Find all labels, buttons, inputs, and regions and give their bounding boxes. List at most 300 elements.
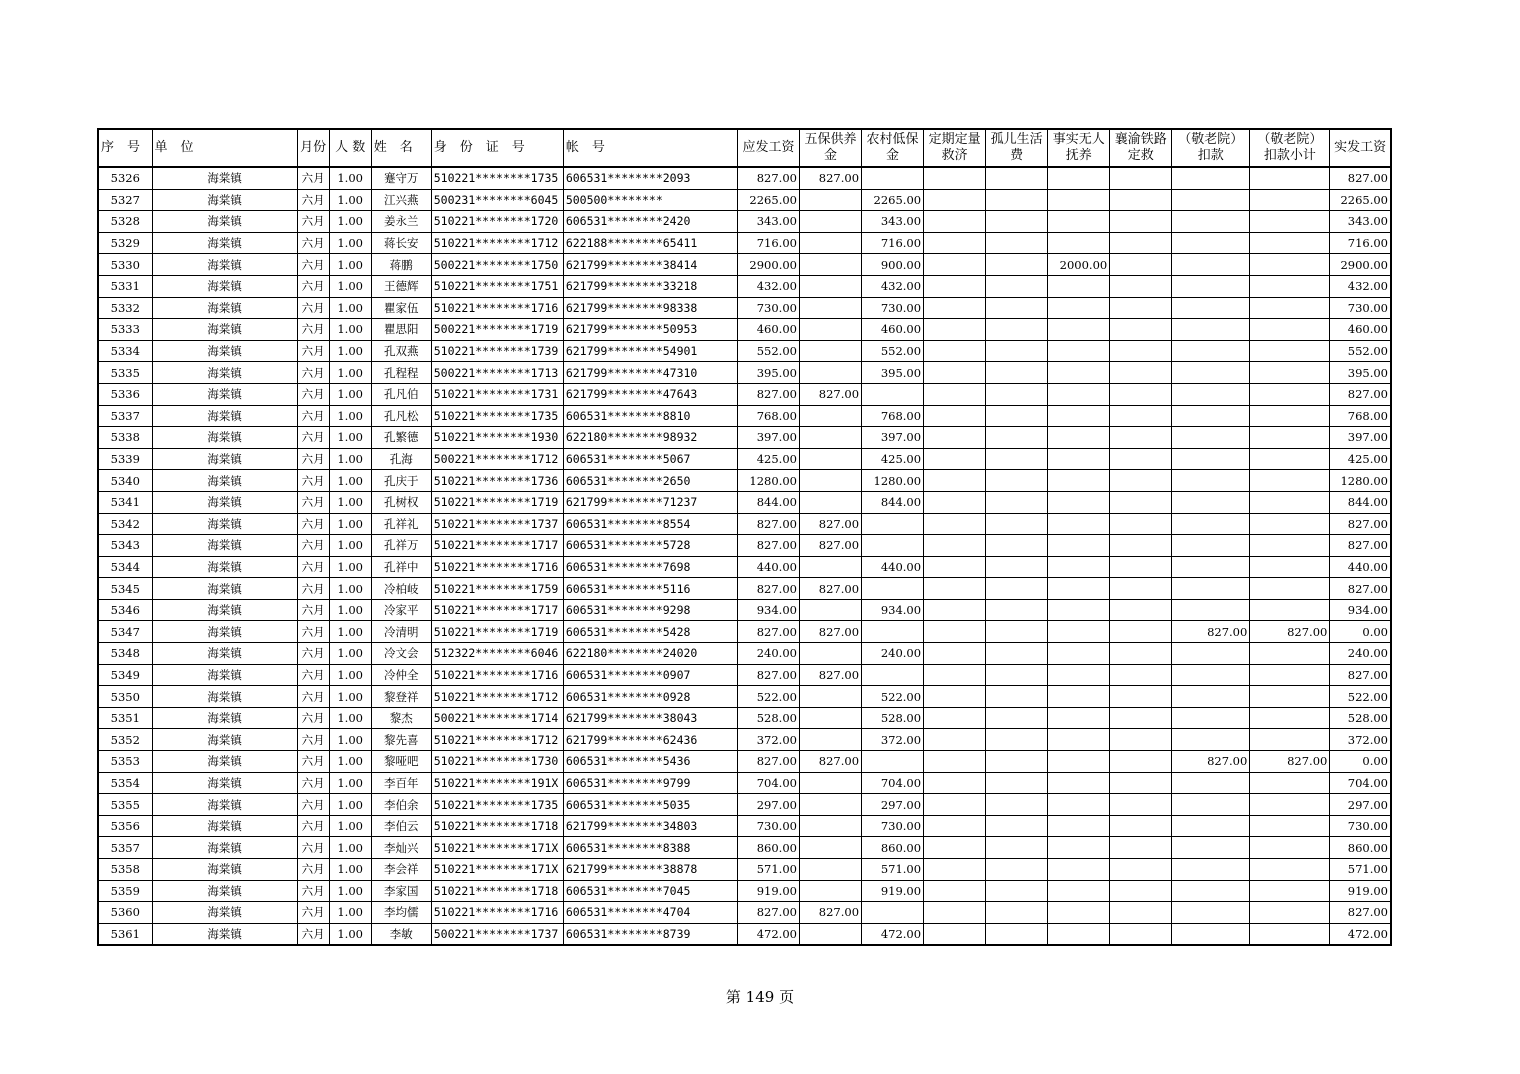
cell-jinglao-sub [1250, 340, 1330, 362]
cell-dibao: 730.00 [862, 297, 924, 319]
cell-gross: 1280.00 [737, 470, 799, 492]
cell-dingliang [924, 923, 986, 945]
cell-guer [986, 794, 1048, 816]
cell-jinglao-kou: 827.00 [1172, 751, 1250, 773]
table-row [98, 837, 1391, 859]
table-row [98, 535, 1391, 557]
cell-account: 606531********5116 [563, 578, 737, 600]
cell-gross: 827.00 [737, 751, 799, 773]
cell-unit: 海棠镇 [152, 643, 297, 665]
cell-name: 孔程程 [371, 362, 431, 384]
table-row [98, 815, 1391, 837]
table-row [98, 794, 1391, 816]
cell-month: 六月 [297, 707, 329, 729]
cell-net: 460.00 [1330, 319, 1391, 341]
cell-dingliang [924, 319, 986, 341]
cell-seq: 5360 [98, 902, 152, 924]
cell-shishi [1048, 707, 1110, 729]
cell-jinglao-sub: 827.00 [1250, 751, 1330, 773]
cell-dingliang [924, 211, 986, 233]
cell-shishi [1048, 491, 1110, 513]
cell-net: 827.00 [1330, 902, 1391, 924]
cell-jinglao-sub [1250, 859, 1330, 881]
cell-gross: 432.00 [737, 275, 799, 297]
cell-net: 827.00 [1330, 664, 1391, 686]
cell-shishi [1048, 729, 1110, 751]
cell-jinglao-kou [1172, 772, 1250, 794]
cell-seq: 5348 [98, 643, 152, 665]
cell-seq: 5349 [98, 664, 152, 686]
cell-count: 1.00 [329, 427, 371, 449]
cell-jinglao-sub [1250, 513, 1330, 535]
cell-guer [986, 578, 1048, 600]
cell-guer [986, 319, 1048, 341]
cell-account: 606531********5436 [563, 751, 737, 773]
cell-account: 606531********0928 [563, 686, 737, 708]
cell-month: 六月 [297, 535, 329, 557]
cell-gross: 2900.00 [737, 254, 799, 276]
cell-dibao [862, 535, 924, 557]
cell-jinglao-sub [1250, 556, 1330, 578]
cell-name: 孔祥万 [371, 535, 431, 557]
table-row [98, 902, 1391, 924]
cell-net: 827.00 [1330, 578, 1391, 600]
cell-wubao: 827.00 [799, 664, 861, 686]
cell-jinglao-sub [1250, 470, 1330, 492]
cell-wubao [799, 880, 861, 902]
cell-jinglao-kou [1172, 275, 1250, 297]
cell-gross: 919.00 [737, 880, 799, 902]
cell-jinglao-kou [1172, 880, 1250, 902]
cell-dibao: 860.00 [862, 837, 924, 859]
cell-id: 510221********1735 [431, 794, 563, 816]
cell-name: 李均儒 [371, 902, 431, 924]
cell-wubao: 827.00 [799, 621, 861, 643]
cell-jinglao-kou [1172, 923, 1250, 945]
cell-count: 1.00 [329, 686, 371, 708]
cell-dibao [862, 621, 924, 643]
cell-unit: 海棠镇 [152, 686, 297, 708]
cell-guer [986, 211, 1048, 233]
cell-month: 六月 [297, 599, 329, 621]
cell-unit: 海棠镇 [152, 232, 297, 254]
cell-dibao: 372.00 [862, 729, 924, 751]
cell-id: 510221********1712 [431, 686, 563, 708]
cell-id: 500221********1712 [431, 448, 563, 470]
cell-guer [986, 383, 1048, 405]
cell-gross: 827.00 [737, 535, 799, 557]
cell-dibao: 934.00 [862, 599, 924, 621]
cell-jinglao-kou [1172, 340, 1250, 362]
cell-shishi [1048, 319, 1110, 341]
cell-xiangyu [1110, 621, 1172, 643]
header-dibao: 农村低保金 [862, 129, 924, 167]
cell-account: 606531********8739 [563, 923, 737, 945]
cell-shishi [1048, 859, 1110, 881]
cell-account: 621799********33218 [563, 275, 737, 297]
cell-unit: 海棠镇 [152, 815, 297, 837]
cell-xiangyu [1110, 599, 1172, 621]
cell-dingliang [924, 621, 986, 643]
cell-name: 李会祥 [371, 859, 431, 881]
cell-id: 510221********191X [431, 772, 563, 794]
cell-net: 528.00 [1330, 707, 1391, 729]
cell-month: 六月 [297, 362, 329, 384]
cell-seq: 5329 [98, 232, 152, 254]
cell-wubao [799, 686, 861, 708]
cell-name: 瞿思阳 [371, 319, 431, 341]
cell-count: 1.00 [329, 448, 371, 470]
cell-seq: 5333 [98, 319, 152, 341]
cell-xiangyu [1110, 578, 1172, 600]
cell-dibao: 730.00 [862, 815, 924, 837]
cell-account: 622180********24020 [563, 643, 737, 665]
header-account: 帐 号 [563, 129, 737, 167]
cell-dingliang [924, 859, 986, 881]
cell-dingliang [924, 599, 986, 621]
cell-account: 621799********34803 [563, 815, 737, 837]
cell-count: 1.00 [329, 902, 371, 924]
cell-guer [986, 556, 1048, 578]
cell-count: 1.00 [329, 643, 371, 665]
cell-net: 827.00 [1330, 513, 1391, 535]
cell-dingliang [924, 383, 986, 405]
cell-dibao: 716.00 [862, 232, 924, 254]
cell-seq: 5358 [98, 859, 152, 881]
header-month: 月份 [297, 129, 329, 167]
cell-unit: 海棠镇 [152, 578, 297, 600]
cell-xiangyu [1110, 383, 1172, 405]
cell-name: 孔繁德 [371, 427, 431, 449]
cell-dingliang [924, 578, 986, 600]
cell-name: 李百年 [371, 772, 431, 794]
cell-account: 606531********0907 [563, 664, 737, 686]
cell-count: 1.00 [329, 340, 371, 362]
cell-seq: 5336 [98, 383, 152, 405]
table-row [98, 643, 1391, 665]
table-row [98, 556, 1391, 578]
cell-dingliang [924, 427, 986, 449]
cell-guer [986, 686, 1048, 708]
cell-month: 六月 [297, 859, 329, 881]
cell-wubao [799, 837, 861, 859]
cell-net: 397.00 [1330, 427, 1391, 449]
cell-jinglao-kou [1172, 815, 1250, 837]
cell-month: 六月 [297, 491, 329, 513]
cell-name: 李伯余 [371, 794, 431, 816]
cell-dingliang [924, 491, 986, 513]
cell-dibao [862, 383, 924, 405]
cell-jinglao-sub [1250, 815, 1330, 837]
header-guer: 孤儿生活费 [986, 129, 1048, 167]
cell-xiangyu [1110, 751, 1172, 773]
cell-guer [986, 275, 1048, 297]
cell-account: 606531********9298 [563, 599, 737, 621]
cell-jinglao-sub [1250, 535, 1330, 557]
cell-account: 606531********2420 [563, 211, 737, 233]
cell-dibao [862, 751, 924, 773]
cell-id: 500221********1713 [431, 362, 563, 384]
cell-gross: 552.00 [737, 340, 799, 362]
cell-unit: 海棠镇 [152, 319, 297, 341]
cell-dingliang [924, 470, 986, 492]
cell-account: 606531********2093 [563, 167, 737, 189]
cell-jinglao-kou [1172, 794, 1250, 816]
cell-jinglao-kou [1172, 427, 1250, 449]
cell-month: 六月 [297, 664, 329, 686]
cell-jinglao-kou [1172, 383, 1250, 405]
cell-count: 1.00 [329, 470, 371, 492]
cell-month: 六月 [297, 643, 329, 665]
cell-jinglao-kou [1172, 859, 1250, 881]
cell-jinglao-kou [1172, 513, 1250, 535]
cell-count: 1.00 [329, 923, 371, 945]
cell-jinglao-sub [1250, 599, 1330, 621]
cell-month: 六月 [297, 837, 329, 859]
cell-shishi [1048, 772, 1110, 794]
cell-guer [986, 880, 1048, 902]
cell-name: 孔庆于 [371, 470, 431, 492]
cell-name: 冷柏岐 [371, 578, 431, 600]
cell-seq: 5353 [98, 751, 152, 773]
cell-dingliang [924, 815, 986, 837]
cell-jinglao-kou [1172, 578, 1250, 600]
header-net: 实发工资 [1330, 129, 1391, 167]
cell-month: 六月 [297, 167, 329, 189]
cell-unit: 海棠镇 [152, 254, 297, 276]
cell-account: 621799********47310 [563, 362, 737, 384]
cell-jinglao-kou [1172, 297, 1250, 319]
cell-xiangyu [1110, 772, 1172, 794]
cell-month: 六月 [297, 902, 329, 924]
cell-id: 510221********1716 [431, 902, 563, 924]
table-row [98, 340, 1391, 362]
cell-dingliang [924, 707, 986, 729]
cell-name: 孔凡伯 [371, 383, 431, 405]
cell-seq: 5356 [98, 815, 152, 837]
cell-id: 510221********1736 [431, 470, 563, 492]
cell-month: 六月 [297, 254, 329, 276]
cell-count: 1.00 [329, 383, 371, 405]
cell-unit: 海棠镇 [152, 362, 297, 384]
cell-gross: 827.00 [737, 621, 799, 643]
cell-month: 六月 [297, 405, 329, 427]
cell-id: 500231********6045 [431, 189, 563, 211]
cell-guer [986, 535, 1048, 557]
cell-id: 510221********1717 [431, 599, 563, 621]
cell-dingliang [924, 643, 986, 665]
cell-count: 1.00 [329, 556, 371, 578]
cell-wubao: 827.00 [799, 578, 861, 600]
cell-xiangyu [1110, 297, 1172, 319]
cell-jinglao-kou [1172, 729, 1250, 751]
cell-jinglao-kou [1172, 319, 1250, 341]
cell-account: 500500******** [563, 189, 737, 211]
cell-seq: 5351 [98, 707, 152, 729]
cell-shishi [1048, 275, 1110, 297]
cell-dingliang [924, 232, 986, 254]
cell-net: 552.00 [1330, 340, 1391, 362]
cell-name: 蹇守万 [371, 167, 431, 189]
cell-net: 372.00 [1330, 729, 1391, 751]
table-row [98, 751, 1391, 773]
cell-unit: 海棠镇 [152, 729, 297, 751]
cell-wubao [799, 599, 861, 621]
cell-shishi [1048, 794, 1110, 816]
cell-unit: 海棠镇 [152, 664, 297, 686]
cell-dingliang [924, 880, 986, 902]
cell-xiangyu [1110, 470, 1172, 492]
cell-month: 六月 [297, 686, 329, 708]
cell-id: 510221********1712 [431, 729, 563, 751]
cell-seq: 5339 [98, 448, 152, 470]
cell-name: 孔祥礼 [371, 513, 431, 535]
table-row [98, 470, 1391, 492]
cell-unit: 海棠镇 [152, 383, 297, 405]
table-row [98, 189, 1391, 211]
cell-count: 1.00 [329, 772, 371, 794]
cell-net: 844.00 [1330, 491, 1391, 513]
cell-xiangyu [1110, 535, 1172, 557]
cell-guer [986, 751, 1048, 773]
cell-shishi [1048, 297, 1110, 319]
table-row [98, 254, 1391, 276]
cell-jinglao-sub [1250, 794, 1330, 816]
cell-gross: 343.00 [737, 211, 799, 233]
table-row [98, 362, 1391, 384]
cell-xiangyu [1110, 167, 1172, 189]
cell-seq: 5340 [98, 470, 152, 492]
cell-seq: 5328 [98, 211, 152, 233]
cell-gross: 934.00 [737, 599, 799, 621]
cell-net: 730.00 [1330, 815, 1391, 837]
cell-guer [986, 362, 1048, 384]
cell-shishi [1048, 470, 1110, 492]
table-row [98, 923, 1391, 945]
cell-xiangyu [1110, 513, 1172, 535]
cell-wubao [799, 448, 861, 470]
cell-dibao: 472.00 [862, 923, 924, 945]
cell-wubao [799, 643, 861, 665]
cell-net: 827.00 [1330, 535, 1391, 557]
cell-count: 1.00 [329, 189, 371, 211]
table-row [98, 211, 1391, 233]
cell-guer [986, 643, 1048, 665]
cell-count: 1.00 [329, 319, 371, 341]
cell-net: 472.00 [1330, 923, 1391, 945]
table-row [98, 427, 1391, 449]
cell-id: 510221********1731 [431, 383, 563, 405]
cell-xiangyu [1110, 729, 1172, 751]
table-row [98, 232, 1391, 254]
cell-jinglao-kou [1172, 664, 1250, 686]
payment-table [97, 128, 1392, 946]
cell-id: 510221********1718 [431, 880, 563, 902]
cell-id: 500221********1714 [431, 707, 563, 729]
cell-dingliang [924, 189, 986, 211]
cell-jinglao-kou [1172, 599, 1250, 621]
cell-net: 440.00 [1330, 556, 1391, 578]
table-row [98, 319, 1391, 341]
cell-dibao: 900.00 [862, 254, 924, 276]
cell-wubao [799, 794, 861, 816]
cell-name: 瞿家伍 [371, 297, 431, 319]
cell-jinglao-kou [1172, 254, 1250, 276]
cell-count: 1.00 [329, 362, 371, 384]
cell-shishi [1048, 448, 1110, 470]
cell-wubao [799, 707, 861, 729]
header-unit: 单 位 [152, 129, 297, 167]
cell-id: 510221********1718 [431, 815, 563, 837]
cell-account: 606531********5035 [563, 794, 737, 816]
cell-net: 1280.00 [1330, 470, 1391, 492]
cell-unit: 海棠镇 [152, 599, 297, 621]
cell-jinglao-kou [1172, 535, 1250, 557]
cell-net: 730.00 [1330, 297, 1391, 319]
cell-jinglao-sub [1250, 275, 1330, 297]
cell-dibao [862, 513, 924, 535]
cell-xiangyu [1110, 556, 1172, 578]
table-row [98, 491, 1391, 513]
header-name: 姓 名 [371, 129, 431, 167]
cell-xiangyu [1110, 815, 1172, 837]
cell-jinglao-sub [1250, 297, 1330, 319]
cell-shishi [1048, 837, 1110, 859]
cell-unit: 海棠镇 [152, 427, 297, 449]
cell-wubao: 827.00 [799, 167, 861, 189]
cell-dingliang [924, 340, 986, 362]
cell-seq: 5344 [98, 556, 152, 578]
cell-xiangyu [1110, 254, 1172, 276]
cell-seq: 5341 [98, 491, 152, 513]
cell-wubao [799, 556, 861, 578]
table-row [98, 880, 1391, 902]
cell-month: 六月 [297, 340, 329, 362]
header-wubao: 五保供养金 [799, 129, 861, 167]
cell-account: 621799********47643 [563, 383, 737, 405]
cell-count: 1.00 [329, 232, 371, 254]
cell-guer [986, 470, 1048, 492]
cell-jinglao-sub [1250, 383, 1330, 405]
cell-jinglao-sub [1250, 254, 1330, 276]
cell-seq: 5331 [98, 275, 152, 297]
cell-wubao [799, 923, 861, 945]
cell-wubao [799, 772, 861, 794]
table-row [98, 405, 1391, 427]
cell-guer [986, 772, 1048, 794]
cell-name: 姜永兰 [371, 211, 431, 233]
cell-seq: 5337 [98, 405, 152, 427]
table-row [98, 578, 1391, 600]
cell-gross: 440.00 [737, 556, 799, 578]
header-jinglao-kou: （敬老院）扣款 [1172, 129, 1250, 167]
cell-shishi [1048, 232, 1110, 254]
cell-jinglao-sub [1250, 729, 1330, 751]
cell-unit: 海棠镇 [152, 189, 297, 211]
cell-jinglao-kou [1172, 686, 1250, 708]
table-row [98, 297, 1391, 319]
cell-jinglao-sub [1250, 837, 1330, 859]
cell-id: 500221********1750 [431, 254, 563, 276]
cell-xiangyu [1110, 319, 1172, 341]
cell-net: 827.00 [1330, 383, 1391, 405]
cell-shishi [1048, 923, 1110, 945]
cell-month: 六月 [297, 923, 329, 945]
cell-unit: 海棠镇 [152, 751, 297, 773]
cell-shishi [1048, 664, 1110, 686]
cell-guer [986, 189, 1048, 211]
cell-month: 六月 [297, 448, 329, 470]
